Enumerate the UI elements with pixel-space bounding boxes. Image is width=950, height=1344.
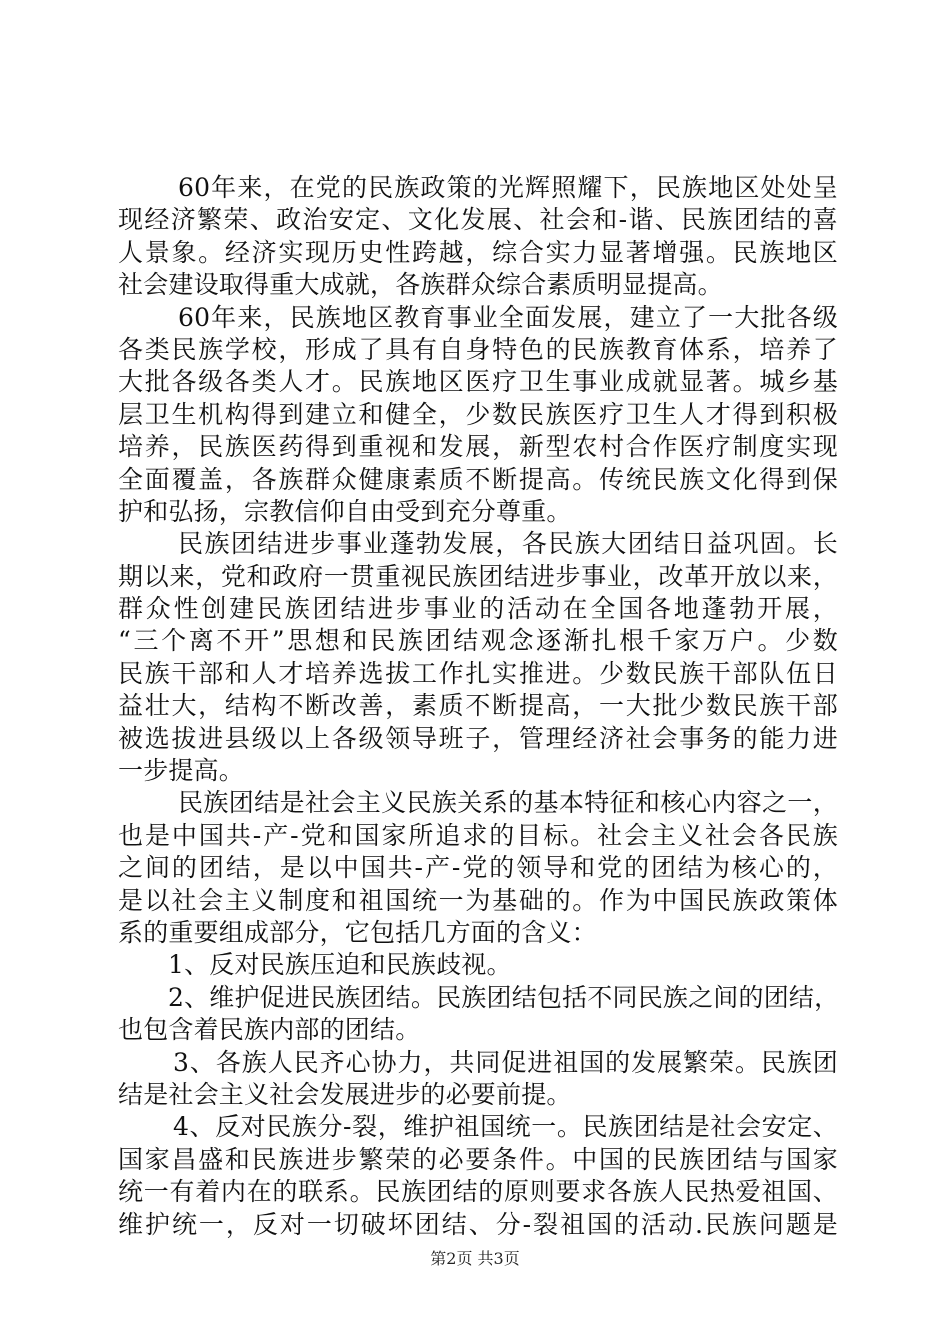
text-line: 结是社会主义社会发展进步的必要前提。 <box>118 1079 572 1109</box>
list-item-3 <box>118 1047 838 1112</box>
text-line: 被选拔进县级以上各级领导班子，管理经济社会事务的能力进 <box>118 723 838 753</box>
text-line: “三个离不开”思想和民族团结观念逐渐扎根千家万户。少数 <box>118 626 838 656</box>
text-line: 60年来，在党的民族政策的光辉照耀下，民族地区处处呈 <box>178 173 838 202</box>
text-line: 维护统一，反对一切破坏团结、分-裂祖国的活动.民族问题是 <box>118 1209 838 1239</box>
paragraph-1 <box>118 172 838 302</box>
paragraph-2 <box>118 302 838 529</box>
text-line: 培养，民族医药得到重视和发展，新型农村合作医疗制度实现 <box>118 432 838 462</box>
paragraph-4 <box>118 787 838 949</box>
text-line: 60年来，民族地区教育事业全面发展，建立了一大批各级 <box>178 302 838 332</box>
text-line: 是以社会主义制度和祖国统一为基础的。作为中国民族政策体 <box>118 885 838 915</box>
text-line: 民族干部和人才培养选拔工作扎实推进。少数民族干部队伍日 <box>118 658 838 688</box>
text-line: 期以来，党和政府一贯重视民族团结进步事业，改革开放以来， <box>118 561 838 591</box>
text-line: 民族团结是社会主义民族关系的基本特征和核心内容之一， <box>178 788 838 818</box>
text-line: 统一有着内在的联系。民族团结的原则要求各族人民热爱祖国、 <box>118 1177 838 1207</box>
text-line: 国家昌盛和民族进步繁荣的必要条件。中国的民族团结与国家 <box>118 1144 838 1174</box>
text-line: 一步提高。 <box>118 756 245 786</box>
text-line: 之间的团结，是以中国共-产-党的领导和党的团结为核心的， <box>118 853 838 883</box>
text-line: 现经济繁荣、政治安定、文化发展、社会和-谐、民族团结的喜 <box>118 205 838 235</box>
text-line: 人景象。经济实现历史性跨越，综合实力显著增强。民族地区 <box>118 237 838 267</box>
body-text <box>118 172 838 1241</box>
text-line: 4、反对民族分-裂，维护祖国统一。民族团结是社会安定、 <box>173 1112 838 1142</box>
text-line: 系的重要组成部分，它包括几方面的含义： <box>118 917 597 947</box>
text-line: 全面覆盖，各族群众健康素质不断提高。传统民族文化得到保 <box>118 464 838 494</box>
text-line: 护和弘扬，宗教信仰自由受到充分尊重。 <box>118 496 572 526</box>
text-line: 大批各级各类人才。民族地区医疗卫生事业成就显著。城乡基 <box>118 367 838 397</box>
list-item-1 <box>118 949 838 981</box>
text-line: 各类民族学校，形成了具有自身特色的民族教育体系，培养了 <box>118 334 838 364</box>
paragraph-3 <box>118 528 838 787</box>
text-line: 益壮大，结构不断改善，素质不断提高，一大批少数民族干部 <box>118 691 838 721</box>
list-item-2 <box>118 982 838 1047</box>
text-line: 1、反对民族压迫和民族歧视。 <box>168 950 512 980</box>
list-item-4 <box>118 1111 838 1241</box>
text-line: 民族团结进步事业蓬勃发展，各民族大团结日益巩固。长 <box>178 529 838 559</box>
text-line: 社会建设取得重大成就，各族群众综合素质明显提高。 <box>118 270 723 300</box>
text-line: 群众性创建民族团结进步事业的活动在全国各地蓬勃开展， <box>118 594 838 624</box>
page-number: 第2页 共3页 <box>430 1249 520 1268</box>
text-line: 也是中国共-产-党和国家所追求的目标。社会主义社会各民族 <box>118 820 838 850</box>
text-line: 2、维护促进民族团结。民族团结包括不同民族之间的团结， <box>168 982 840 1012</box>
text-line: 层卫生机构得到建立和健全，少数民族医疗卫生人才得到积极 <box>118 399 838 429</box>
text-line: 也包含着民族内部的团结。 <box>118 1015 421 1045</box>
text-line: 3、各族人民齐心协力，共同促进祖国的发展繁荣。民族团 <box>173 1047 838 1077</box>
